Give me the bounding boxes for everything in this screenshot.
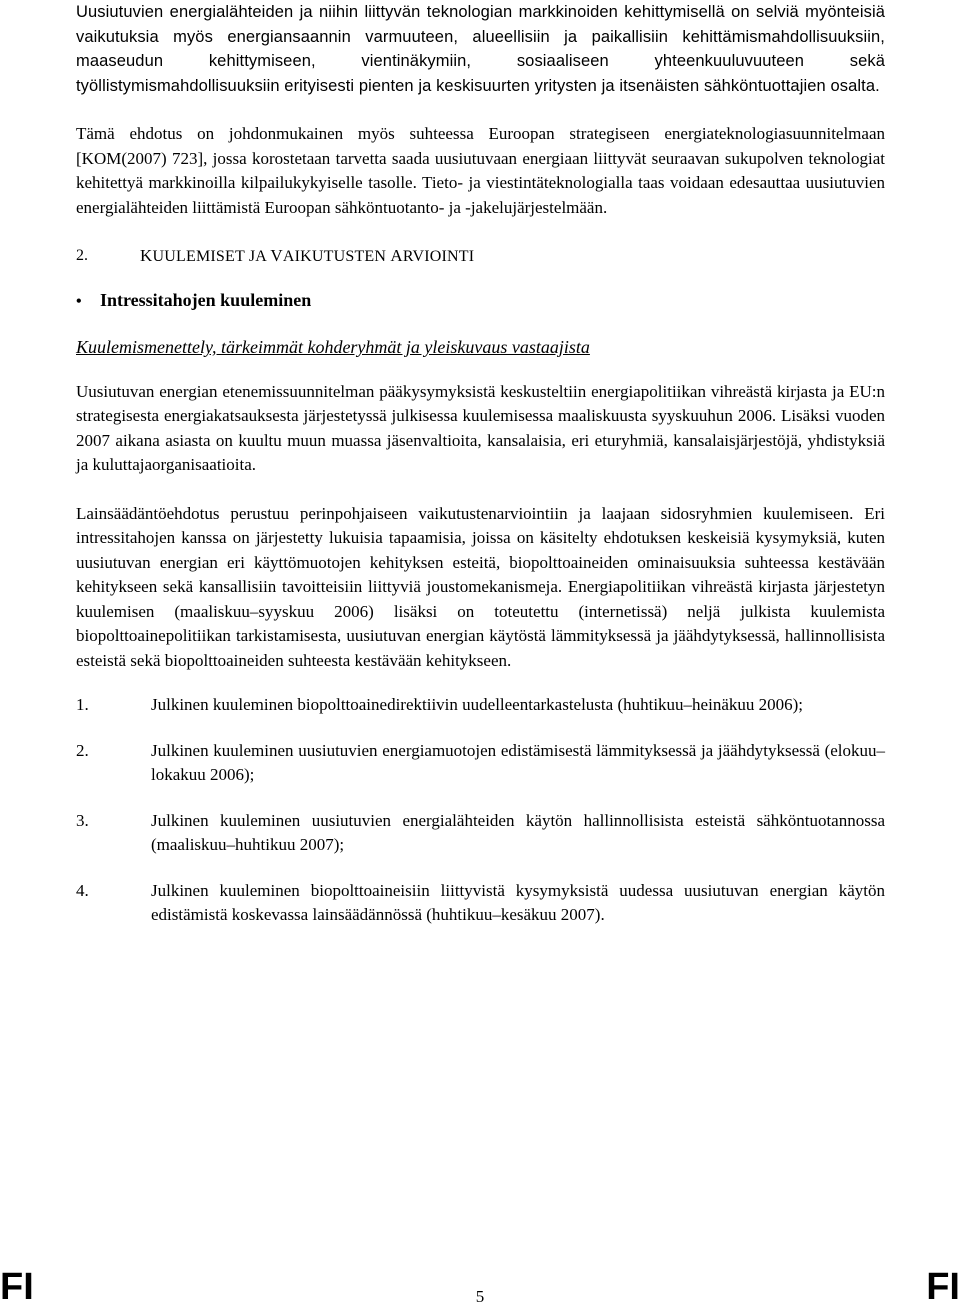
list-item bbox=[76, 739, 885, 788]
bullet-heading-text: Intressitahojen kuuleminen bbox=[100, 289, 312, 310]
consultation-list bbox=[76, 693, 885, 928]
list-item bbox=[76, 693, 885, 718]
bullet-icon: • bbox=[76, 292, 82, 310]
section-heading bbox=[76, 244, 885, 270]
section-title-part: RVIOINTI bbox=[402, 248, 475, 265]
proposal-paragraph: Lainsäädäntöehdotus perustuu perinpohjaiseen vaikutustenarviointiin ja laajaan sidosryhmien kuulemiseen. Eri intressitahojen kanssa on järjestetty lukuisia tapaamisia, joissa on käsitelty ehdotuksen keskeisiä kysymyksiä, kuten uusiutuvan energian eri käyttömuotojen kehityksen esteitä, biopolttoaineiden ominaisuuksia suhteessa kestävään kehitykseen sekä kansallisiin tavoitteisiin liittyviä joustomekanismeja. Energiapolitiikan vihreästä kirjasta järjestetyn kuulemisen (maaliskuu–syyskuu 2006) lisäksi on toteutettu (internetissä) neljä julkista kuulemista biopolttoainepolitiikan tarkistamisesta, uusiutuvan energian käytöstä lämmityksessä ja jäähdytyksessä, hallinnollisista esteistä sekä biopolttoaineiden suhteesta kestävään kehitykseen. bbox=[76, 503, 885, 670]
section-title bbox=[140, 244, 474, 270]
section-title-cap: V bbox=[270, 246, 283, 265]
bullet-heading bbox=[76, 288, 885, 315]
document-page bbox=[76, 0, 885, 949]
consultation-paragraph: Uusiutuvan energian etenemissuunnitelman pääkysymyksistä keskusteltiin energiapolitiikan vihreästä kirjasta ja EU:n strategisesta energiakatsauksesta järjestetyssä julkisessa kuulemisessa maaliskuusta syyskuuhun 2006. Lisäksi vuoden 2007 aikana asiasta on kuultu muun muassa jäsenvaltioita, kansalaisia, eri eturyhmiä, kansalaisjärjestöjä, yhdistyksiä ja kuluttajaorganisaatioita. bbox=[76, 381, 885, 474]
section-number: 2. bbox=[76, 247, 88, 264]
list-item-number: 4. bbox=[76, 880, 89, 900]
subheading: Kuulemismenettely, tärkeimmät kohderyhmät ja yleiskuvaus vastaajista bbox=[76, 337, 590, 357]
list-item-number: 2. bbox=[76, 740, 89, 760]
section-title-part: UULEMISET JA bbox=[152, 248, 271, 265]
list-item-text: Julkinen kuuleminen biopolttoaineisiin liittyvistä kysymyksistä uudessa uusiutuvan energian käytön edistämistä koskevassa lainsäädännössä (huhtikuu–kesäkuu 2007). bbox=[151, 880, 885, 924]
section-title-cap: K bbox=[140, 246, 153, 265]
list-item-text: Julkinen kuuleminen biopolttoainedirektiivin uudelleentarkastelusta (huhtikuu–heinäkuu 2006); bbox=[151, 695, 804, 714]
section-title-part: AIKUTUSTEN bbox=[282, 248, 391, 265]
list-item-number: 3. bbox=[76, 810, 89, 830]
list-item-number: 1. bbox=[76, 695, 89, 714]
footer-language-code-left: FI bbox=[0, 1266, 34, 1308]
list-item-text: Julkinen kuuleminen uusiutuvien energiamuotojen edistämisestä lämmityksessä ja jäähdytyksessä (elokuu–lokakuu 2006); bbox=[151, 740, 885, 784]
section-title-cap: A bbox=[390, 246, 403, 265]
list-item bbox=[76, 879, 885, 928]
intro-paragraph: Uusiutuvien energialähteiden ja niihin liittyvän teknologian markkinoiden kehittymisellä on selviä myönteisiä vaikutuksia myös energiansaannin varmuuteen, alueellisiin ja paikallisiin kehittämismahdollisuuksiin, maaseudun kehittymiseen, vientinäkymiin, sosiaaliseen yhteenkuuluvuuteen sekä työllistymismahdollisuuksiin erityisesti pienten ja keskisuurten yritysten ja itsenäisten sähköntuottajien osalta. bbox=[76, 3, 885, 95]
page-number: 5 bbox=[475, 1287, 485, 1306]
list-item bbox=[76, 809, 885, 858]
footer-language-code-right: FI bbox=[926, 1266, 960, 1308]
consistency-paragraph: Tämä ehdotus on johdonmukainen myös suhteessa Euroopan strategiseen energiateknologiasuunnitelmaan [KOM(2007) 723], jossa korostetaan tarvetta saada uusiutuvaan energiaan liittyvät seuraavan sukupolven teknologiat kehitettyä markkinoilla kilpailukykyiselle tasolle. Tieto- ja viestintäteknologialla taas voidaan edesauttaa uusiutuvien energialähteiden liittämistä Euroopan sähköntuotanto- ja -jakelujärjestelmään. bbox=[76, 124, 885, 217]
list-item-text: Julkinen kuuleminen uusiutuvien energialähteiden käytön hallinnollisista esteistä sähköntuotannossa (maaliskuu–huhtikuu 2007); bbox=[151, 810, 885, 854]
